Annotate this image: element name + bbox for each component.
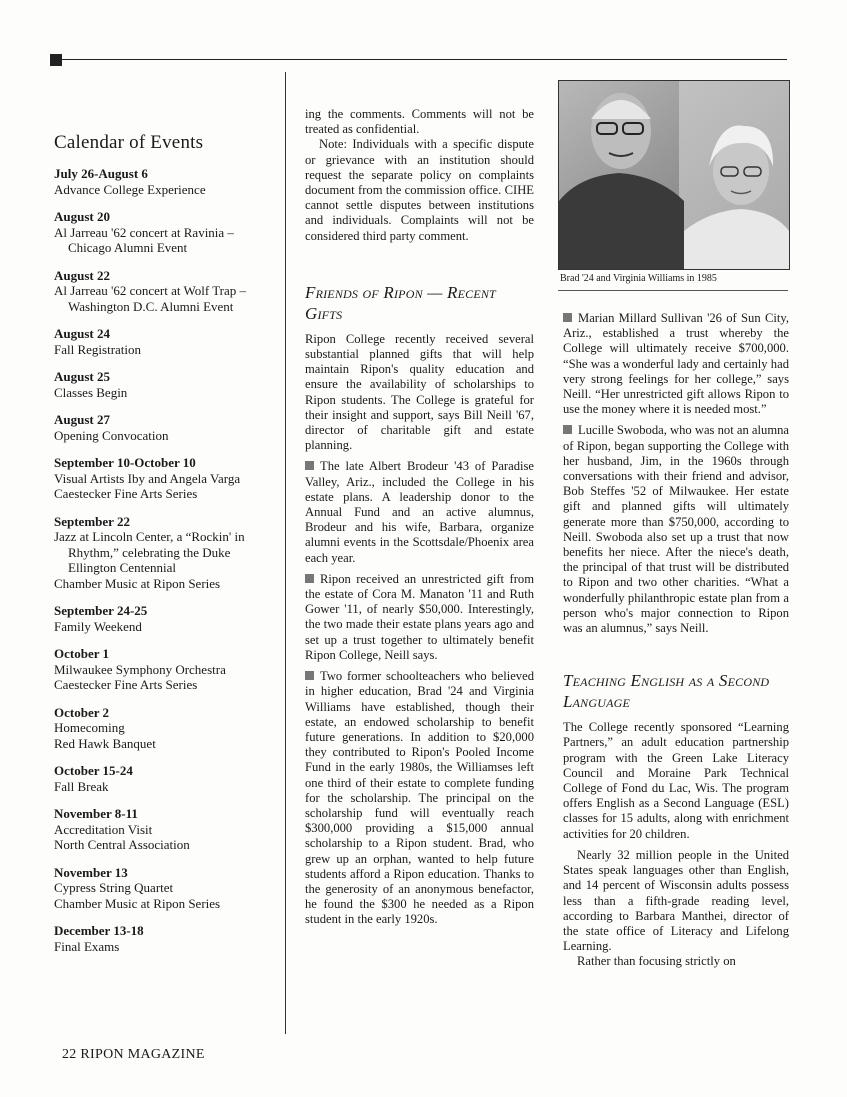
event-date: October 2 [54, 704, 109, 720]
event-description: Homecoming [54, 720, 125, 735]
calendar-event [54, 705, 276, 752]
calendar-event [54, 268, 276, 315]
event-description: Al Jarreau '62 concert at Wolf Trap – Washington D.C. Alumni Event [54, 283, 247, 314]
calendar-event [54, 806, 276, 853]
event-description: Visual Artists Iby and Angela Varga [54, 470, 241, 486]
calendar-event [54, 514, 276, 592]
event-date: September 22 [54, 513, 130, 529]
event-description: Jazz at Lincoln Center, a “Rockin' in Rhythm,” celebrating the Duke Ellington Centennial [54, 529, 245, 575]
event-description: Fall Registration [54, 341, 142, 357]
bullet-square-icon [563, 313, 572, 322]
event-description: Cypress String Quartet [54, 880, 174, 895]
event-description: Milwaukee Symphony Orchestra [54, 661, 226, 677]
calendar-title: Calendar of Events [54, 132, 204, 153]
calendar-of-events [54, 132, 276, 966]
note-paragraph: Note: Individuals with a specific dispute or grievance with an institution should request the separate policy on complaints document from the commission office. CIHE cannot settle disputes between institutions and individuals. Complaints will not be considered third party comment. [305, 137, 534, 243]
calendar-event [54, 455, 276, 502]
calendar-event [54, 369, 276, 400]
caption-rule [558, 290, 788, 291]
gift-williams: Two former schoolteachers who believed in higher education, Brad '24 and Virginia Williams have established, though their estate, an endowed scholarship to benefit future generations. In addition to $20,000 they contributed to Ripon's Pooled Income Fund in the early 1980s, the Williamses left one third of their estate to complete funding for the scholarship. The principal on the scholarship fund will eventually reach $300,000 providing a $15,000 annual scholarship to a Ripon student. Brad, who grew up an orphan, wanted to help future students afford a Ripon education. Thanks to the generosity of an anonymous benefactor, he found the $300 he needed as a Ripon student in the early 1920s. [305, 669, 534, 927]
event-date: September 24-25 [54, 603, 148, 618]
event-date: August 20 [54, 209, 110, 224]
bullet-square-icon [305, 671, 314, 680]
event-description: Classes Begin [54, 384, 128, 400]
calendar-event [54, 209, 276, 256]
event-description: Fall Break [54, 778, 109, 794]
event-date: October 1 [54, 646, 109, 661]
event-description: Chamber Music at Ripon Series [54, 575, 221, 591]
event-description: Al Jarreau '62 concert at Ravinia – Chicago Alumni Event [54, 224, 234, 255]
header-rule [50, 54, 787, 66]
calendar-event [54, 412, 276, 443]
esl-heading: Teaching English as a Second Language [563, 671, 770, 712]
event-date: August 22 [54, 267, 110, 283]
intro-paragraph: Ripon College recently received several substantial planned gifts that will help maintain Ripon's quality education and ensure the availability of scholarships to Ripon students. The College is grateful for their insight and support, says Bill Neill '67, director of charitable gift and estate planning. [305, 331, 534, 453]
column-divider [285, 72, 286, 1034]
event-description: Opening Convocation [54, 427, 169, 443]
calendar-event [54, 923, 276, 954]
bullet-square-icon [305, 574, 314, 583]
event-date: November 13 [54, 864, 128, 880]
calendar-event [54, 646, 276, 693]
article-column-right [563, 311, 789, 970]
event-description: Accreditation Visit [54, 821, 153, 837]
event-date: August 27 [54, 412, 110, 427]
event-description: Family Weekend [54, 618, 142, 634]
page-footer: 22 RIPON MAGAZINE [62, 1047, 205, 1062]
esl-paragraph-3: Rather than focusing strictly on [577, 954, 736, 969]
calendar-event [54, 166, 276, 197]
bullet-square-icon [305, 461, 314, 470]
esl-paragraph-2: Nearly 32 million people in the United States speak languages other than English, and 14 percent of Wisconsin adults possess less than a fifth-grade reading level, according to Barbara Manthei, director of the state office of Literacy and Lifelong Learning. [563, 847, 789, 954]
event-description: Red Hawk Banquet [54, 735, 156, 751]
event-description: Caestecker Fine Arts Series [54, 486, 198, 501]
gift-manaton-gower: Ripon received an unrestricted gift from the estate of Cora M. Manaton '11 and Ruth Gower '11, of nearly $50,000. Interestingly, the two made their estate plans years ago and set up a trust together to ultimately benefit Ripon College, Neill says. [305, 571, 534, 662]
bullet-square-icon [563, 425, 572, 434]
gift-swoboda: Lucille Swoboda, who was not an alumna of Ripon, began supporting the College with her husband, Jim, in the 1960s through conversations with their friend and advisor, Bob Steffes '52 of Milwaukee. Her estate gift and planned gifts will ultimately generate more than $750,000, according to Neill. Swoboda also set up a trust that now benefits her niece. After the niece's death, the principal of that trust will be distributed to Ripon and two other charities. “What a wonderfully philanthropic estate plan from a person who's major connection to Ripon was an alumnus,” says Neill. [563, 423, 789, 636]
photo-caption: Brad '24 and Virginia Williams in 1985 [560, 273, 717, 284]
event-date: October 15-24 [54, 763, 133, 778]
photo-brad-virginia-williams [558, 80, 790, 270]
event-list [54, 166, 276, 954]
event-date: August 24 [54, 326, 110, 341]
esl-paragraph-1: The College recently sponsored “Learning Partners,” an adult education partnership program with the Green Lake Literacy Council and Moraine Park Technical College of Fond du Lac, Wis. The program offers English as a Second Language (ESL) classes for 15 adults, along with enrichment activities for 20 children. [563, 720, 789, 841]
event-description: North Central Association [54, 837, 190, 852]
calendar-event [54, 865, 276, 912]
gift-sullivan: Marian Millard Sullivan '26 of Sun City, Ariz., established a trust whereby the College will ultimately receive $700,000. “She was a wonderful lady and certainly had very strong feelings for her college,” says Neill. “Her unrestricted gift allows Ripon to use the money where it is needed most.” [563, 311, 789, 417]
event-description: Caestecker Fine Arts Series [54, 677, 198, 692]
event-description: Advance College Experience [54, 181, 206, 197]
event-date: November 8-11 [54, 806, 138, 821]
event-description: Final Exams [54, 938, 120, 954]
event-date: July 26-August 6 [54, 166, 148, 181]
article-column-middle [305, 107, 534, 934]
calendar-event [54, 603, 276, 634]
friends-heading: Friends of Ripon — Recent Gifts [305, 282, 496, 323]
gift-brodeur: The late Albert Brodeur '43 of Paradise Valley, Ariz., included the College in his estate plans. A leadership donor to the Annual Fund and an active alumnus, Brodeur and his wife, Barbara, organize alumni events in the Scottsdale/Phoenix area each year. [305, 459, 534, 565]
event-date: September 10-October 10 [54, 455, 196, 470]
calendar-event [54, 763, 276, 794]
event-date: December 13-18 [54, 923, 144, 938]
calendar-event [54, 326, 276, 357]
continued-text: ing the comments. Comments will not be treated as confidential. [305, 107, 534, 137]
event-date: August 25 [54, 369, 110, 384]
event-description: Chamber Music at Ripon Series [54, 895, 221, 911]
